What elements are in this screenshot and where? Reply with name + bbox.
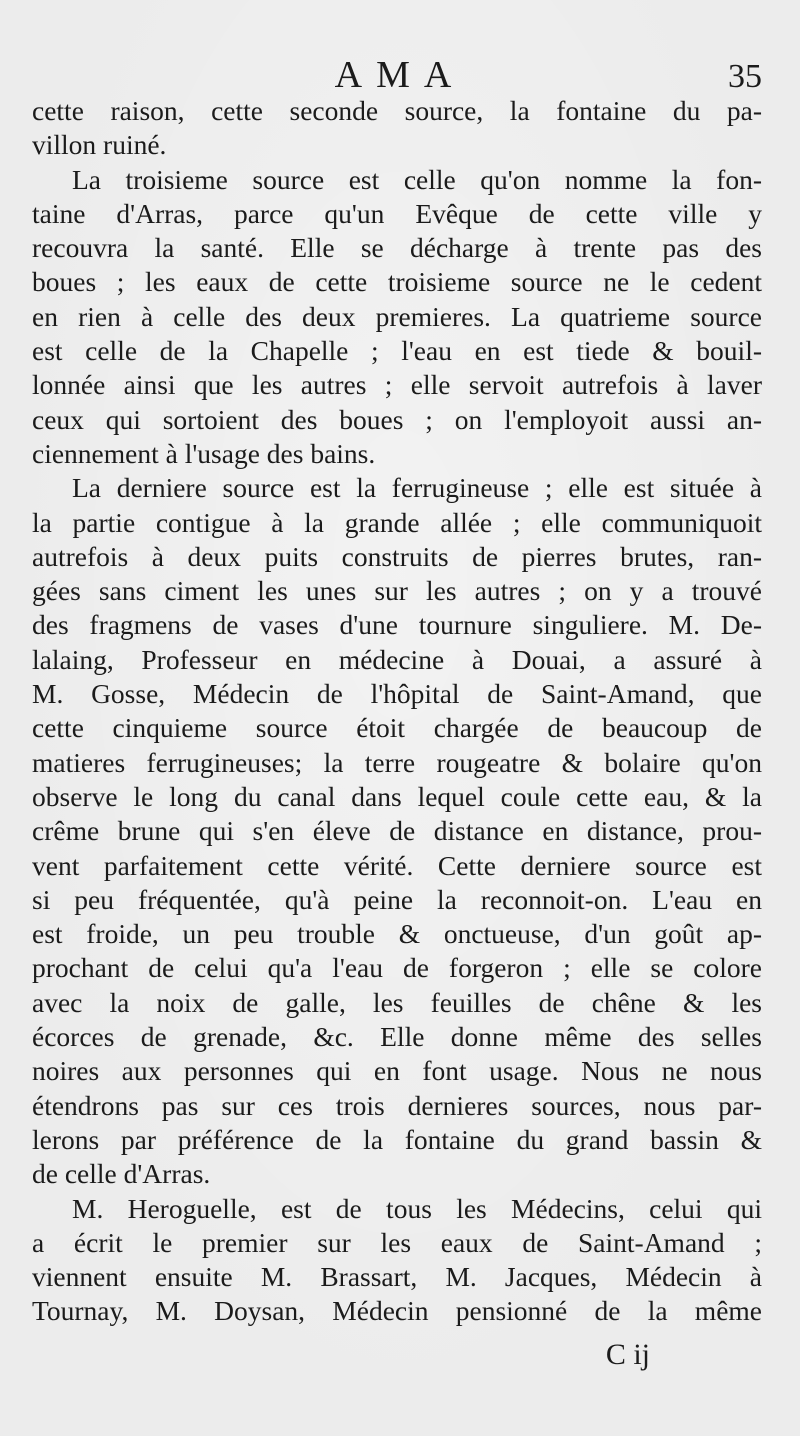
text-line: avec la noix de galle, les feuilles de chêne & les — [32, 986, 762, 1018]
signature-mark: C ij — [605, 1338, 650, 1371]
text-line: vent parfaitement cette vérité. Cette derniere source est — [32, 849, 762, 881]
text-line: Tournay, M. Doysan, Médecin pensionné de la même — [32, 1295, 762, 1327]
text-line: a écrit le premier sur les eaux de Saint-Amand ; — [32, 1226, 762, 1258]
text-line: étendrons pas sur ces trois dernieres sources, nous par- — [32, 1089, 762, 1121]
text-line: crême brune qui s'en éleve de distance en distance, prou- — [32, 815, 762, 847]
text-line: taine d'Arras, parce qu'un Evêque de cette ville y — [32, 197, 762, 229]
text-line: de celle d'Arras. — [32, 1158, 211, 1190]
text-line: cette raison, cette seconde source, la fontaine du pa- — [32, 95, 762, 126]
page-number: 35 — [728, 58, 762, 95]
text-line: viennent ensuite M. Brassart, M. Jacques, Médecin à — [32, 1261, 762, 1293]
text-line: recouvra la santé. Elle se décharge à trente pas des — [32, 232, 762, 264]
text-line: observe le long du canal dans lequel coule cette eau, & la — [32, 780, 762, 812]
text-line: La troisieme source est celle qu'on nomme la fon- — [72, 163, 762, 195]
text-line: en rien à celle des deux premieres. La quatrieme source — [32, 300, 762, 332]
text-line: ciennement à l'usage des bains. — [32, 437, 376, 469]
text-line: lalaing, Professeur en médecine à Douai, a assuré à — [32, 643, 762, 675]
text-line: des fragmens de vases d'une tournure singuliere. M. De- — [32, 609, 762, 641]
text-line: cette cinquieme source étoit chargée de beaucoup de — [32, 712, 762, 744]
text-line: écorces de grenade, &c. Elle donne même des selles — [32, 1021, 762, 1053]
running-title: AMA — [334, 54, 466, 96]
text-line: gées sans ciment les unes sur les autres ; on y a trouvé — [32, 575, 762, 607]
text-line: lonnée ainsi que les autres ; elle servoit autrefois à laver — [32, 369, 762, 401]
text-line: lerons par préférence de la fontaine du grand bassin & — [32, 1123, 762, 1155]
text-line: ceux qui sortoient des boues ; on l'employoit aussi an- — [32, 403, 762, 435]
text-line: matieres ferrugineuses; la terre rougeatre & bolaire qu'on — [32, 746, 762, 778]
text-line: noires aux personnes qui en font usage. Nous ne nous — [32, 1055, 762, 1087]
text-line: est froide, un peu trouble & onctueuse, d'un goût ap- — [32, 918, 762, 950]
body-text — [32, 94, 762, 1329]
text-line: prochant de celui qu'a l'eau de forgeron ; elle se colore — [32, 952, 762, 984]
text-line: boues ; les eaux de cette troisieme source ne le cedent — [32, 266, 762, 298]
text-line: si peu fréquentée, qu'à peine la reconnoit-on. L'eau en — [32, 883, 762, 915]
text-line: la partie contigue à la grande allée ; elle communiquoit — [32, 506, 762, 538]
text-line: M. Gosse, Médecin de l'hôpital de Saint-Amand, que — [32, 678, 762, 710]
text-line: est celle de la Chapelle ; l'eau en est tiede & bouil- — [32, 335, 762, 367]
text-line: villon ruiné. — [32, 129, 167, 161]
text-line: M. Heroguelle, est de tous les Médecins, celui qui — [72, 1192, 762, 1224]
text-line: autrefois à deux puits construits de pierres brutes, ran- — [32, 540, 762, 572]
text-line: La derniere source est la ferrugineuse ; elle est située à — [72, 472, 762, 504]
